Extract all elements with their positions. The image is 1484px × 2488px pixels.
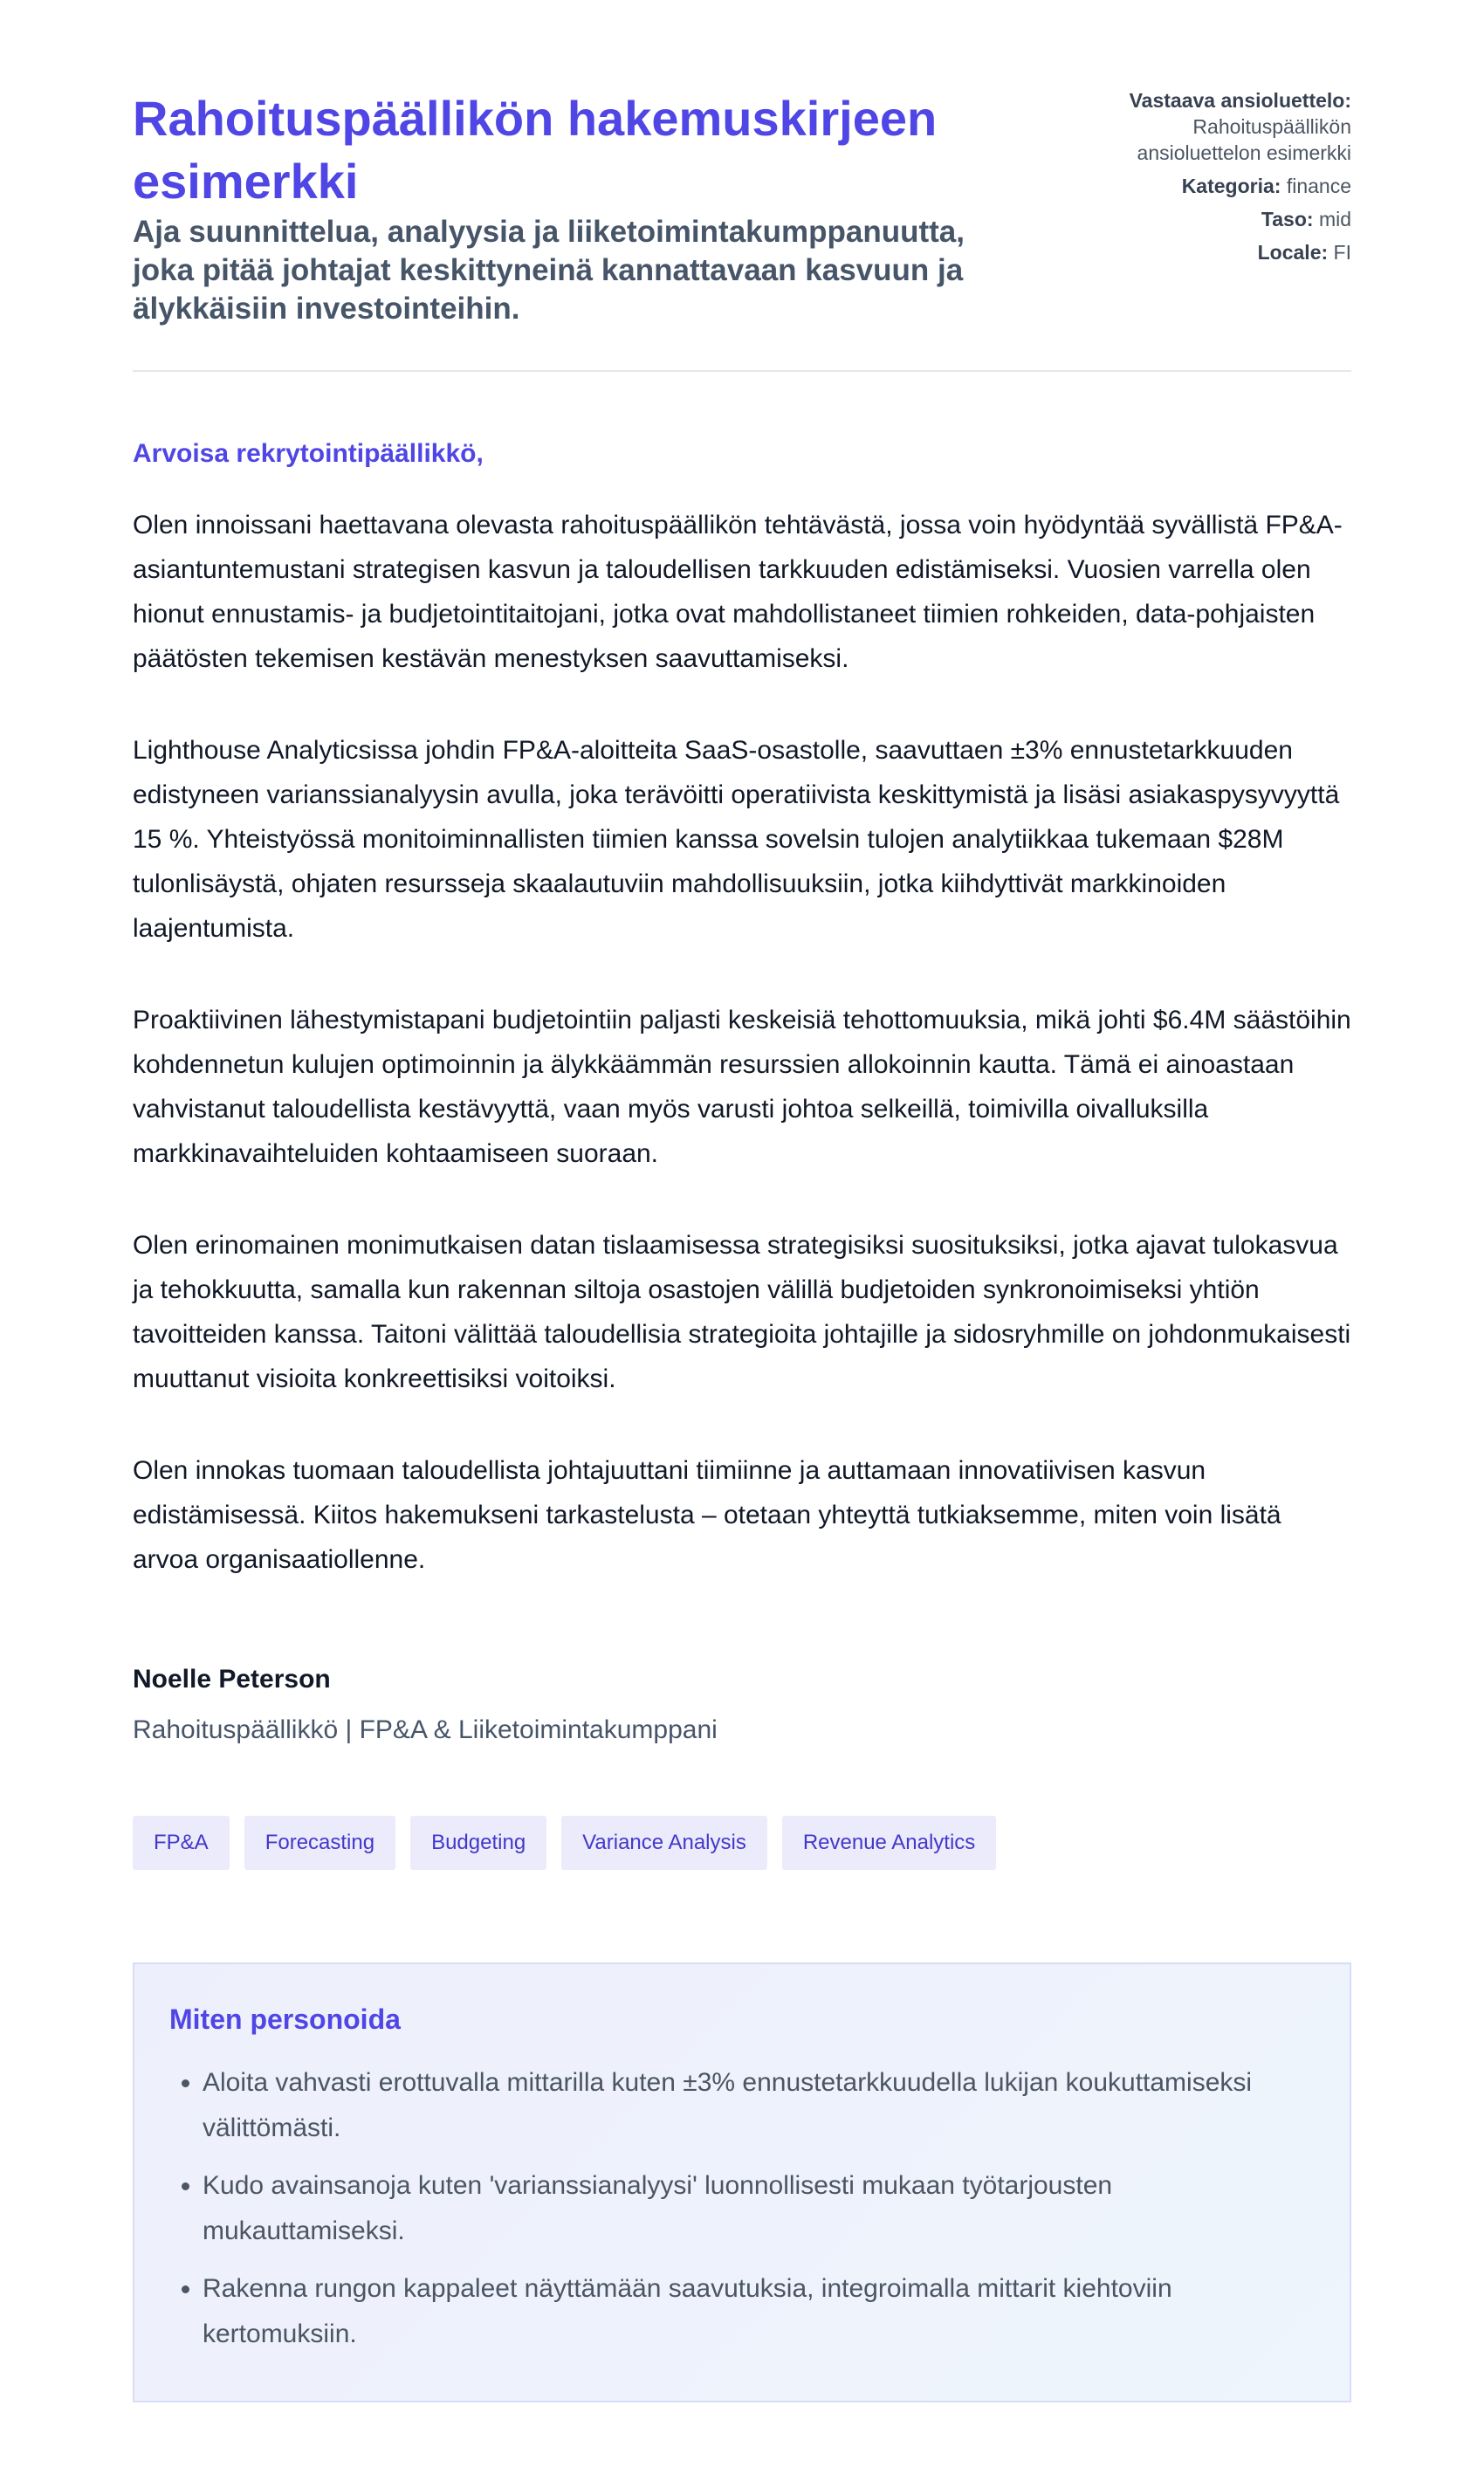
meta-resume-link-line1[interactable]: Rahoituspäällikön <box>1192 115 1351 138</box>
meta-level-label: Taso: <box>1261 208 1314 230</box>
page-subtitle: Aja suunnittelua, analyysia ja liiketoimintakumppanuutta, joka pitää johtajat keskittyneinä kannattavaan kasvuun ja älykkäisiin investointeihin. <box>133 215 965 326</box>
page-header <box>133 87 1351 372</box>
meta-resume-value-2[interactable] <box>1063 140 1351 166</box>
skill-tag: Budgeting <box>410 1816 546 1870</box>
skill-tag: FP&A <box>133 1816 230 1870</box>
skill-tag: Variance Analysis <box>561 1816 767 1870</box>
signature-block <box>133 1662 1351 1748</box>
letter-paragraph: Proaktiivinen lähestymistapani budjetointiin paljasti keskeisiä tehottomuuksia, mikä johti $6.4M säästöihin kohdennetun kulujen optimoinnin ja älykkäämmän resurssien allokoinnin kautta. Tämä ei ainoastaan vahvistanut taloudellista kestävyyttä, vaan myös varusti johtoa selkeillä, toimivilla oivalluksilla markkinavaihteluiden kohtaamiseen suoraan. <box>133 1006 1351 1168</box>
meta-category-label: Kategoria: <box>1181 175 1281 197</box>
page-title: Rahoituspäällikön hakemuskirjeen esimerkki <box>133 91 938 209</box>
meta-resume-label: Vastaava ansioluettelo: <box>1129 89 1351 112</box>
meta-resume <box>1063 87 1351 113</box>
tip-item: • Kudo avainsanoja kuten 'varianssianalyysi' luonnollisesti mukaan työtarjousten mukauttamiseksi. <box>203 2163 1315 2254</box>
header-titles <box>133 87 1023 328</box>
meta-level <box>1063 206 1351 232</box>
letter-paragraph: Lighthouse Analyticsissa johdin FP&A-aloitteita SaaS-osastolle, saavuttaen ±3% ennustetarkkuuden edistyneen varianssianalyysin avulla, joka terävöitti operatiivista keskittymistä ja lisäsi asiakaspysyvyyttä 15 %. Yhteistyössä monitoiminnallisten tiimien kanssa sovelsin tulojen analytiikkaa tukemaan $28M tulonlisäystä, ohjaten resursseja skaalautuviin mahdollisuuksiin, jotka kiihdyttivät markkinoiden laajentumista. <box>133 736 1340 943</box>
letter-paragraph: Olen innokas tuomaan taloudellista johtajuuttani tiimiinne ja auttamaan innovatiivisen kasvun edistämisessä. Kiitos hakemukseni tarkastelusta – otetaan yhteyttä tutkiaksemme, miten voin lisätä arvoa organisaatiollenne. <box>133 1456 1281 1574</box>
meta-panel <box>1063 87 1351 272</box>
meta-locale-value: FI <box>1333 241 1351 264</box>
meta-locale-label: Locale: <box>1257 241 1329 264</box>
skill-tag: Forecasting <box>244 1816 395 1870</box>
letter-body <box>133 436 1351 2402</box>
meta-resume-link-line2[interactable]: ansioluettelon esimerkki <box>1137 141 1351 164</box>
meta-resume-value-1[interactable] <box>1063 113 1351 140</box>
tips-title: Miten personoida <box>169 2003 401 2035</box>
letter-paragraph: Olen innoissani haettavana olevasta rahoituspäällikön tehtävästä, jossa voin hyödyntää syvällistä FP&A-asiantuntemustani strategisen kasvun ja taloudellisen tarkkuuden edistämiseksi. Vuosien varrella olen hionut ennustamis- ja budjetointitaitojani, jotka ovat mahdollistaneet tiimien rohkeiden, data-pohjaisten päätösten tekemisen kestävän menestyksen saavuttamiseksi. <box>133 511 1343 673</box>
tip-item: • Aloita vahvasti erottuvalla mittarilla kuten ±3% ennustetarkkuudella lukijan koukuttamiseksi välittömästi. <box>203 2060 1315 2151</box>
meta-category <box>1063 173 1351 199</box>
skill-tag: Revenue Analytics <box>782 1816 996 1870</box>
meta-locale <box>1063 239 1351 265</box>
signature-title: Rahoituspäällikkö | FP&A & Liiketoimintakumppani <box>133 1715 718 1744</box>
meta-category-value: finance <box>1286 175 1351 197</box>
tips-list <box>169 2060 1315 2357</box>
letter-paragraph: Olen erinomainen monimutkaisen datan tislaamisessa strategisiksi suosituksiksi, jotka ajavat tulokasvua ja tehokkuutta, samalla kun rakennan siltoja osastojen välillä budjetoiden synkronoimiseksi yhtiön tavoitteiden kanssa. Taitoni välittää taloudellisia strategioita johtajille ja sidosryhmille on johdonmukaisesti muuttanut visioita konkreettisiksi voitoiksi. <box>133 1231 1351 1393</box>
meta-level-value: mid <box>1318 208 1351 230</box>
personalization-tips <box>133 1962 1351 2402</box>
signature-name: Noelle Peterson <box>133 1665 331 1694</box>
skill-tags <box>133 1816 1351 1870</box>
tip-item: • Rakenna rungon kappaleet näyttämään saavutuksia, integroimalla mittarit kiehtoviin kertomuksiin. <box>203 2266 1315 2357</box>
letter-greeting: Arvoisa rekrytointipäällikkö, <box>133 439 484 468</box>
